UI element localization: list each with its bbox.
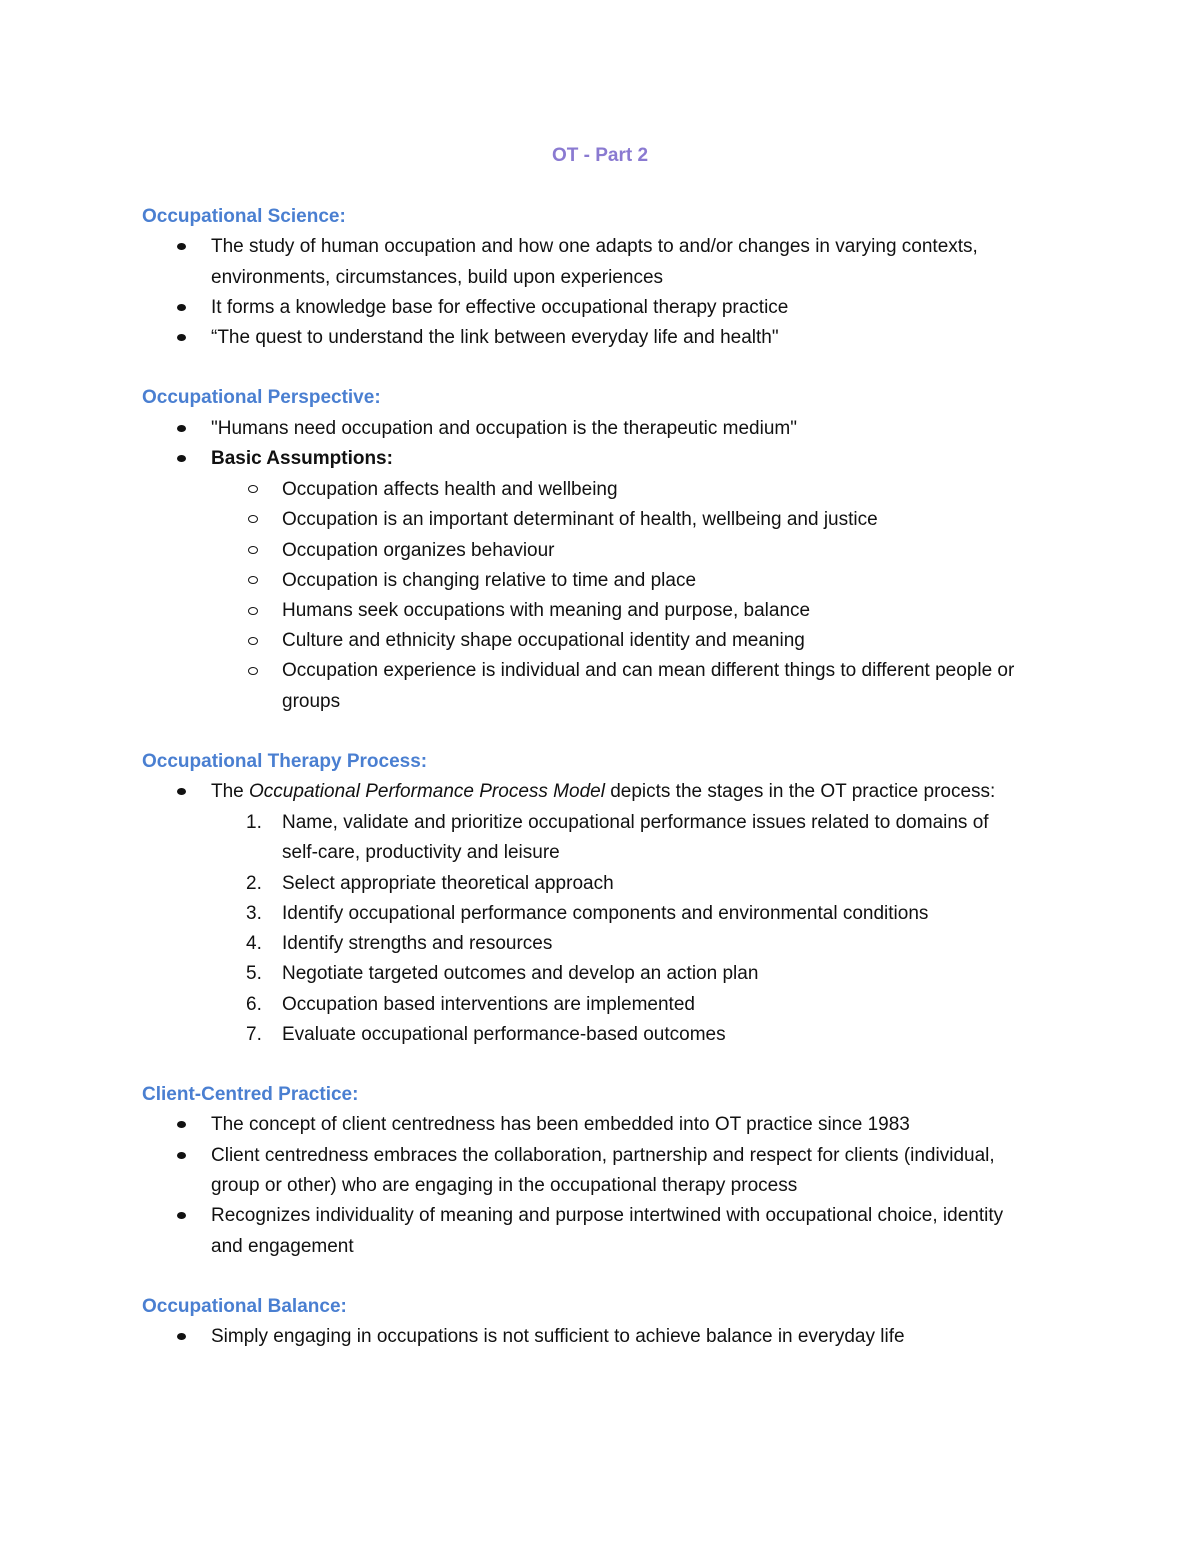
list-item: “The quest to understand the link between everyday life and health": [211, 327, 779, 348]
circle-bullet-icon: [248, 576, 258, 584]
heading-occupational-perspective: Occupational Perspective:: [142, 387, 381, 408]
step-item: Occupation based interventions are implemented: [282, 994, 695, 1015]
circle-bullet-icon: [248, 546, 258, 554]
step-item: Negotiate targeted outcomes and develop an action plan: [282, 963, 759, 984]
circle-bullet-icon: [248, 515, 258, 523]
step-item: Evaluate occupational performance-based outcomes: [282, 1024, 726, 1045]
bullet-icon: [177, 243, 186, 250]
list-item: The study of human occupation and how one adapts to and/or changes in varying contexts,: [211, 236, 978, 257]
sub-list-item: Occupation organizes behaviour: [282, 540, 555, 561]
heading-occupational-science: Occupational Science:: [142, 206, 346, 227]
list-item-continuation: environments, circumstances, build upon experiences: [211, 267, 664, 288]
bullet-icon: [177, 1121, 186, 1128]
list-item: The concept of client centredness has been embedded into OT practice since 1983: [211, 1114, 910, 1135]
step-number: 2.: [246, 873, 262, 894]
step-number: 3.: [246, 903, 262, 924]
heading-client-centred-practice: Client-Centred Practice:: [142, 1084, 359, 1105]
list-item: Simply engaging in occupations is not sufficient to achieve balance in everyday life: [211, 1326, 905, 1347]
sub-list-item: Occupation is changing relative to time and place: [282, 570, 697, 591]
circle-bullet-icon: [248, 485, 258, 493]
step-number: 6.: [246, 994, 262, 1015]
bullet-icon: [177, 334, 186, 341]
bullet-icon: [177, 1333, 186, 1340]
bullet-icon: [177, 304, 186, 311]
bullet-icon: [177, 1212, 186, 1219]
step-number: 4.: [246, 933, 262, 954]
bullet-icon: [177, 455, 186, 462]
circle-bullet-icon: [248, 637, 258, 645]
circle-bullet-icon: [248, 607, 258, 615]
step-item: Identify occupational performance components and environmental conditions: [282, 903, 929, 924]
step-number: 7.: [246, 1024, 262, 1045]
step-item: Identify strengths and resources: [282, 933, 553, 954]
document-title: OT - Part 2: [551, 145, 649, 166]
intro-text: The: [211, 781, 250, 802]
step-item: Select appropriate theoretical approach: [282, 873, 614, 894]
step-item: Name, validate and prioritize occupational performance issues related to domains of: [282, 812, 989, 833]
step-number: 5.: [246, 963, 262, 984]
list-item: [211, 779, 995, 805]
model-name: Occupational Performance Process Model: [249, 781, 605, 802]
intro-text-end: depicts the stages in the OT practice process:: [604, 781, 996, 802]
list-item: It forms a knowledge base for effective occupational therapy practice: [211, 297, 789, 318]
list-item: Recognizes individuality of meaning and purpose intertwined with occupational choice, identity: [211, 1205, 1004, 1226]
sub-list-item: Humans seek occupations with meaning and purpose, balance: [282, 600, 811, 621]
step-item-continuation: self-care, productivity and leisure: [282, 842, 560, 863]
list-item: Client centredness embraces the collaboration, partnership and respect for clients (individual,: [211, 1145, 995, 1166]
sub-list-item: Culture and ethnicity shape occupational identity and meaning: [282, 630, 805, 651]
list-item-basic-assumptions: Basic Assumptions:: [211, 448, 393, 469]
circle-bullet-icon: [248, 667, 258, 675]
sub-list-item: Occupation affects health and wellbeing: [282, 479, 618, 500]
list-item-continuation: group or other) who are engaging in the occupational therapy process: [211, 1175, 798, 1196]
sub-list-item: Occupation is an important determinant of health, wellbeing and justice: [282, 509, 878, 530]
list-item-continuation: and engagement: [211, 1236, 354, 1257]
bullet-icon: [177, 1152, 186, 1159]
sub-list-item-continuation: groups: [282, 691, 341, 712]
bullet-icon: [177, 788, 186, 795]
heading-occupational-balance: Occupational Balance:: [142, 1296, 347, 1317]
bullet-icon: [177, 425, 186, 432]
heading-occupational-therapy-process: Occupational Therapy Process:: [142, 751, 428, 772]
step-number: 1.: [246, 812, 262, 833]
list-item: "Humans need occupation and occupation is the therapeutic medium": [211, 418, 797, 439]
sub-list-item: Occupation experience is individual and can mean different things to different people or: [282, 660, 1015, 681]
